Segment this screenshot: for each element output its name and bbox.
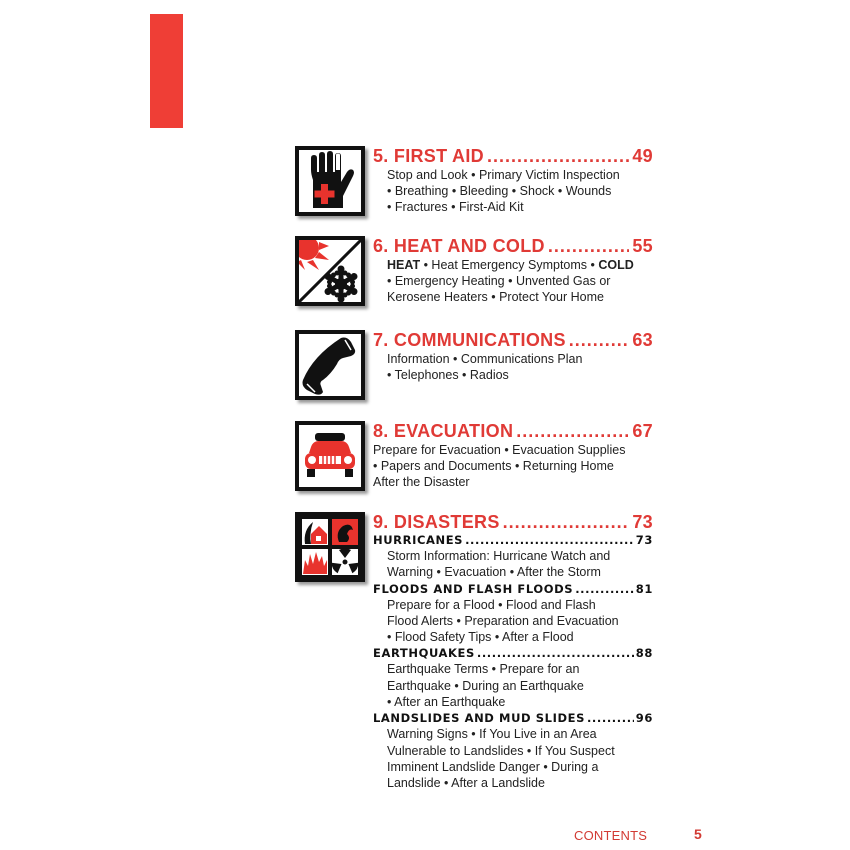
description-line: Information • Communications Plan <box>387 352 583 366</box>
chapter-description <box>387 167 653 215</box>
chapter-tab-marker <box>150 14 183 128</box>
dot-leader <box>548 236 630 256</box>
page-number: 5 <box>694 826 702 842</box>
description-line: Imminent Landslide Danger • During a <box>387 759 599 774</box>
chapter-page: 67 <box>632 421 653 441</box>
description-line: • Papers and Documents • Returning Home <box>373 459 614 473</box>
description-line: Vulnerable to Landslides • If You Suspect <box>387 743 615 758</box>
chapter-title-row[interactable] <box>373 330 653 350</box>
description-line: Prepare for Evacuation • Evacuation Supplies <box>373 443 626 457</box>
subsection-title: EARTHQUAKES <box>373 646 475 661</box>
description-line: • Fractures • First-Aid Kit <box>387 200 524 214</box>
subsection-page: 96 <box>635 711 653 726</box>
subsection-earthquakes[interactable] <box>373 645 653 710</box>
description-line: • Telephones • Radios <box>387 368 509 382</box>
description-line: Landslide • After a Landslide <box>387 776 545 791</box>
subsection-title-row[interactable] <box>373 710 653 726</box>
description-line: Flood Alerts • Preparation and Evacuation <box>387 613 619 628</box>
description-line: • Emergency Heating • Unvented Gas or <box>387 274 611 288</box>
chapter-title-row[interactable] <box>373 421 653 441</box>
chapter-title: 8. EVACUATION <box>373 421 514 441</box>
description-line: Warning • Evacuation • After the Storm <box>387 565 601 580</box>
subsection-description <box>387 548 653 581</box>
subsection-landslides[interactable] <box>373 710 653 791</box>
chapter-title: 6. HEAT AND COLD <box>373 236 545 256</box>
description-line: Kerosene Heaters • Protect Your Home <box>387 290 604 304</box>
subsection-hurricanes[interactable] <box>373 532 653 581</box>
dot-leader <box>487 146 629 166</box>
subsection-title: HURRICANES <box>373 533 464 547</box>
keyword-cold: COLD <box>598 258 634 272</box>
chapter-page: 63 <box>632 330 653 350</box>
subsection-page: 73 <box>635 533 653 547</box>
description-line: Storm Information: Hurricane Watch and <box>387 549 611 563</box>
description-line: Prepare for a Flood • Flood and Flash <box>387 597 596 612</box>
running-footer-label: CONTENTS <box>574 828 648 843</box>
telephone-handset-icon <box>295 330 365 400</box>
chapter-title: 9. DISASTERS <box>373 512 500 532</box>
dot-leader <box>587 710 634 726</box>
sun-snowflake-icon <box>295 236 365 306</box>
chapter-title-row[interactable] <box>373 512 653 532</box>
subsection-title: FLOODS AND FLASH FLOODS <box>373 581 574 596</box>
chapter-description <box>387 257 653 305</box>
dot-leader <box>477 645 634 661</box>
subsection-title-row[interactable] <box>373 645 653 661</box>
subsection-description <box>387 597 653 646</box>
keyword-heat: HEAT <box>387 258 421 272</box>
subsection-title-row[interactable] <box>373 532 653 548</box>
chapter-page: 73 <box>632 512 653 532</box>
hand-red-cross-icon <box>295 146 365 216</box>
disasters-grid-icon <box>295 512 365 582</box>
subsection-description <box>387 661 653 710</box>
description-line: • Breathing • Bleeding • Shock • Wounds <box>387 184 612 198</box>
chapter-title-row[interactable] <box>373 146 653 166</box>
description-text: • Heat Emergency Symptoms • <box>420 258 599 272</box>
chapter-page: 49 <box>632 146 653 166</box>
description-line: • Flood Safety Tips • After a Flood <box>387 630 574 645</box>
description-line: Warning Signs • If You Live in an Area <box>387 727 597 742</box>
chapter-page: 55 <box>632 236 653 256</box>
subsection-description <box>387 726 653 791</box>
subsection-floods[interactable] <box>373 581 653 646</box>
subsection-page: 81 <box>635 581 653 596</box>
chapter-description <box>387 351 653 383</box>
subsection-page: 88 <box>635 646 653 661</box>
chapter-title: 7. COMMUNICATIONS <box>373 330 566 350</box>
description-line: Stop and Look • Primary Victim Inspection <box>387 168 620 182</box>
description-line: Earthquake • During an Earthquake <box>387 678 584 693</box>
description-line: After the Disaster <box>373 475 470 489</box>
dot-leader <box>516 421 629 441</box>
dot-leader <box>575 581 634 597</box>
description-line: Earthquake Terms • Prepare for an <box>387 662 580 677</box>
dot-leader <box>569 330 630 350</box>
subsection-title: LANDSLIDES AND MUD SLIDES <box>373 711 585 726</box>
dot-leader <box>465 532 634 548</box>
chapter-title-row[interactable] <box>373 236 653 256</box>
description-line: • After an Earthquake <box>387 695 506 710</box>
chapter-title: 5. FIRST AID <box>373 146 484 166</box>
description-line <box>387 257 653 273</box>
chapter-description <box>373 442 653 490</box>
car-icon <box>295 421 365 491</box>
dot-leader <box>503 512 630 532</box>
subsection-title-row[interactable] <box>373 581 653 597</box>
